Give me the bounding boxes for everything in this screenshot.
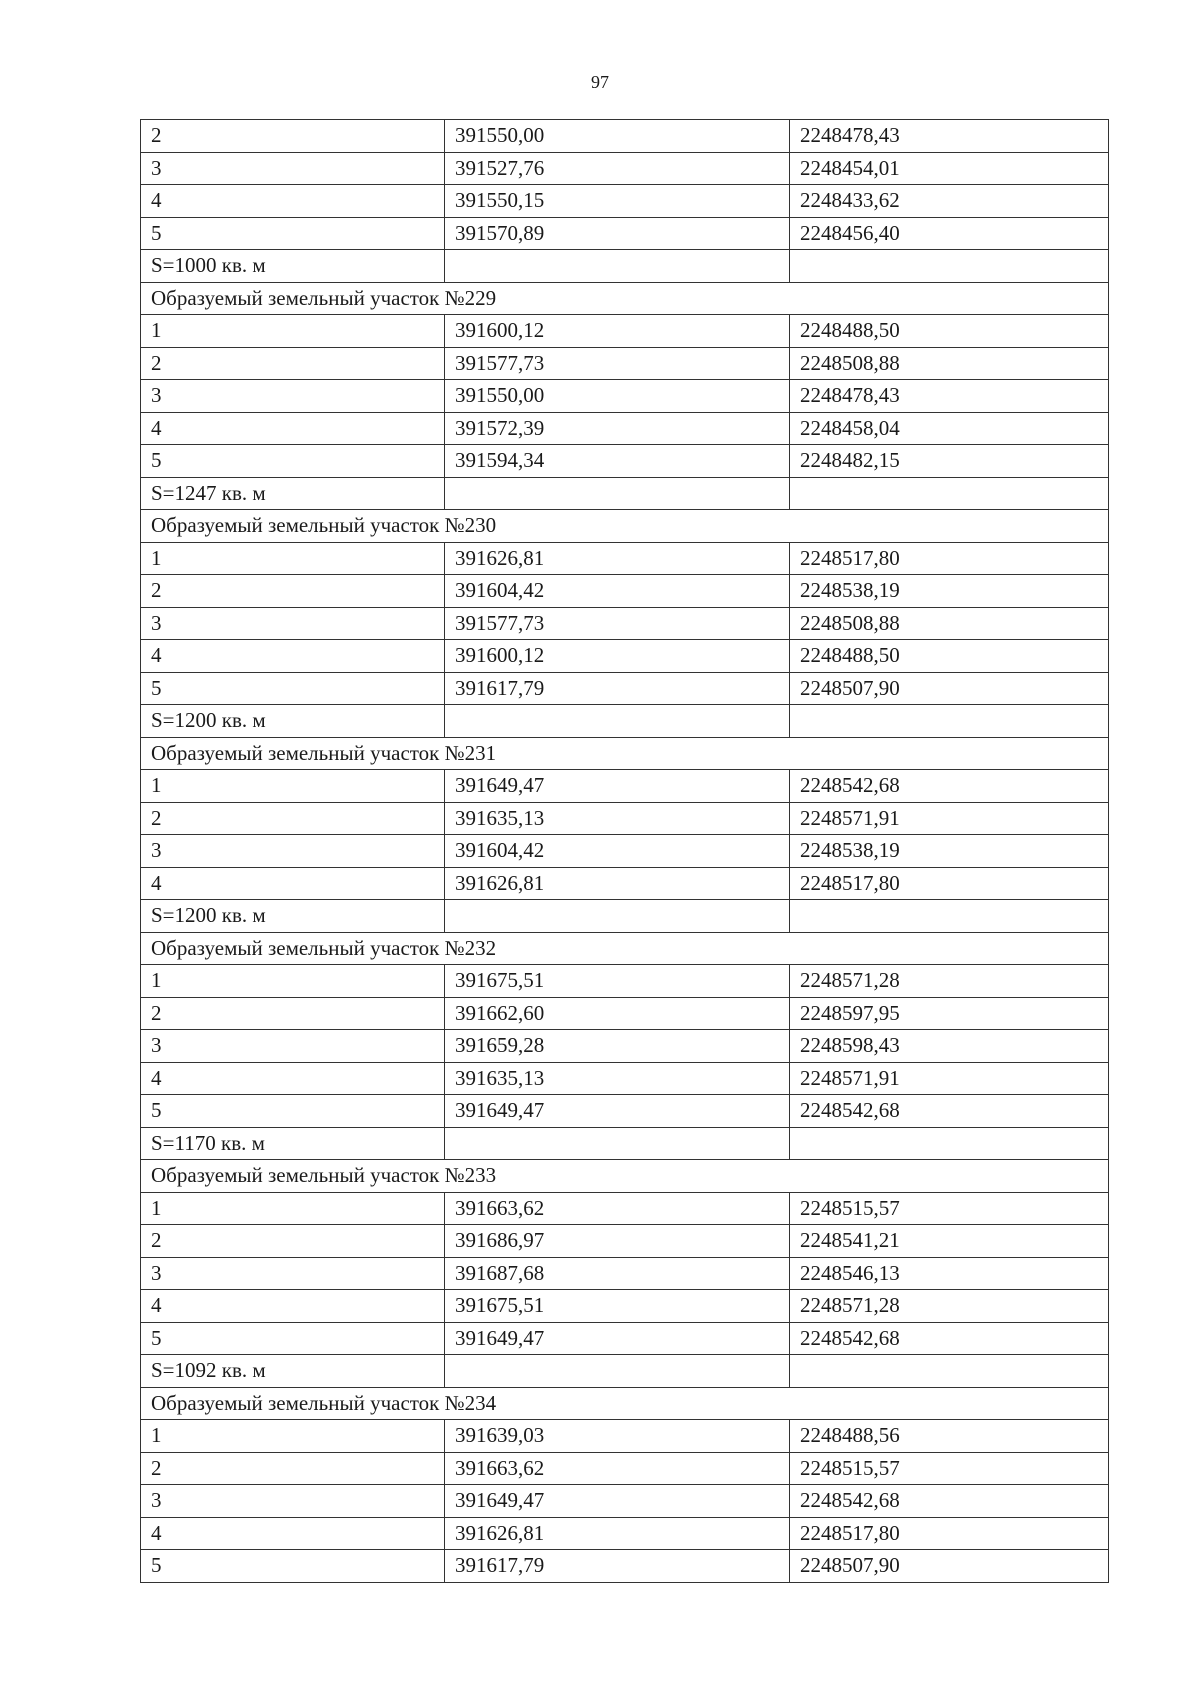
y-coordinate: 2248488,50 xyxy=(790,640,1109,673)
y-coordinate: 2248433,62 xyxy=(790,185,1109,218)
empty-cell xyxy=(445,250,790,283)
point-number: 5 xyxy=(141,217,445,250)
point-row xyxy=(141,1257,1109,1290)
point-number: 2 xyxy=(141,997,445,1030)
point-row xyxy=(141,1322,1109,1355)
point-number: 3 xyxy=(141,1257,445,1290)
point-row xyxy=(141,412,1109,445)
x-coordinate: 391626,81 xyxy=(445,542,790,575)
x-coordinate: 391617,79 xyxy=(445,672,790,705)
point-row xyxy=(141,802,1109,835)
empty-cell xyxy=(445,1127,790,1160)
point-number: 2 xyxy=(141,347,445,380)
x-coordinate: 391639,03 xyxy=(445,1420,790,1453)
y-coordinate: 2248517,80 xyxy=(790,1517,1109,1550)
y-coordinate: 2248507,90 xyxy=(790,672,1109,705)
y-coordinate: 2248517,80 xyxy=(790,867,1109,900)
x-coordinate: 391577,73 xyxy=(445,607,790,640)
parcel-area-row xyxy=(141,1355,1109,1388)
parcel-area-row xyxy=(141,250,1109,283)
parcel-area: S=1000 кв. м xyxy=(141,250,445,283)
parcel-area-row xyxy=(141,900,1109,933)
point-number: 1 xyxy=(141,1420,445,1453)
y-coordinate: 2248515,57 xyxy=(790,1192,1109,1225)
point-number: 5 xyxy=(141,445,445,478)
point-number: 2 xyxy=(141,802,445,835)
y-coordinate: 2248571,28 xyxy=(790,965,1109,998)
point-number: 5 xyxy=(141,672,445,705)
y-coordinate: 2248458,04 xyxy=(790,412,1109,445)
parcel-title: Образуемый земельный участок №229 xyxy=(141,282,1109,315)
x-coordinate: 391550,00 xyxy=(445,380,790,413)
point-row xyxy=(141,770,1109,803)
point-number: 4 xyxy=(141,1517,445,1550)
point-row xyxy=(141,542,1109,575)
parcel-title: Образуемый земельный участок №233 xyxy=(141,1160,1109,1193)
y-coordinate: 2248517,80 xyxy=(790,542,1109,575)
empty-cell xyxy=(790,705,1109,738)
point-row xyxy=(141,1485,1109,1518)
x-coordinate: 391686,97 xyxy=(445,1225,790,1258)
point-number: 2 xyxy=(141,1225,445,1258)
x-coordinate: 391649,47 xyxy=(445,1322,790,1355)
x-coordinate: 391626,81 xyxy=(445,1517,790,1550)
point-number: 4 xyxy=(141,185,445,218)
y-coordinate: 2248597,95 xyxy=(790,997,1109,1030)
point-row xyxy=(141,445,1109,478)
point-number: 4 xyxy=(141,1062,445,1095)
y-coordinate: 2248482,15 xyxy=(790,445,1109,478)
empty-cell xyxy=(445,900,790,933)
empty-cell xyxy=(790,1355,1109,1388)
x-coordinate: 391600,12 xyxy=(445,640,790,673)
y-coordinate: 2248488,50 xyxy=(790,315,1109,348)
point-number: 5 xyxy=(141,1095,445,1128)
point-row xyxy=(141,640,1109,673)
point-number: 1 xyxy=(141,770,445,803)
empty-cell xyxy=(445,477,790,510)
point-row xyxy=(141,315,1109,348)
point-row xyxy=(141,835,1109,868)
parcel-title: Образуемый земельный участок №234 xyxy=(141,1387,1109,1420)
x-coordinate: 391577,73 xyxy=(445,347,790,380)
point-number: 2 xyxy=(141,120,445,153)
parcel-area-row xyxy=(141,705,1109,738)
x-coordinate: 391594,34 xyxy=(445,445,790,478)
point-row xyxy=(141,997,1109,1030)
y-coordinate: 2248571,91 xyxy=(790,802,1109,835)
parcel-header-row xyxy=(141,282,1109,315)
point-row xyxy=(141,1192,1109,1225)
y-coordinate: 2248478,43 xyxy=(790,380,1109,413)
parcel-area: S=1247 кв. м xyxy=(141,477,445,510)
x-coordinate: 391675,51 xyxy=(445,1290,790,1323)
x-coordinate: 391649,47 xyxy=(445,1095,790,1128)
parcel-header-row xyxy=(141,1387,1109,1420)
y-coordinate: 2248598,43 xyxy=(790,1030,1109,1063)
point-number: 5 xyxy=(141,1550,445,1583)
point-row xyxy=(141,152,1109,185)
point-number: 4 xyxy=(141,412,445,445)
y-coordinate: 2248488,56 xyxy=(790,1420,1109,1453)
point-row xyxy=(141,672,1109,705)
point-number: 1 xyxy=(141,315,445,348)
point-row xyxy=(141,1290,1109,1323)
point-number: 3 xyxy=(141,380,445,413)
y-coordinate: 2248571,91 xyxy=(790,1062,1109,1095)
x-coordinate: 391663,62 xyxy=(445,1192,790,1225)
point-row xyxy=(141,380,1109,413)
x-coordinate: 391659,28 xyxy=(445,1030,790,1063)
y-coordinate: 2248454,01 xyxy=(790,152,1109,185)
point-number: 3 xyxy=(141,1030,445,1063)
parcel-header-row xyxy=(141,510,1109,543)
point-number: 4 xyxy=(141,1290,445,1323)
y-coordinate: 2248542,68 xyxy=(790,1322,1109,1355)
empty-cell xyxy=(445,1355,790,1388)
coordinates-table-body xyxy=(141,120,1109,1583)
parcel-area-row xyxy=(141,477,1109,510)
x-coordinate: 391527,76 xyxy=(445,152,790,185)
point-row xyxy=(141,867,1109,900)
empty-cell xyxy=(790,477,1109,510)
x-coordinate: 391617,79 xyxy=(445,1550,790,1583)
point-number: 1 xyxy=(141,1192,445,1225)
point-row xyxy=(141,1062,1109,1095)
x-coordinate: 391687,68 xyxy=(445,1257,790,1290)
y-coordinate: 2248456,40 xyxy=(790,217,1109,250)
x-coordinate: 391604,42 xyxy=(445,575,790,608)
x-coordinate: 391600,12 xyxy=(445,315,790,348)
y-coordinate: 2248571,28 xyxy=(790,1290,1109,1323)
point-row xyxy=(141,575,1109,608)
parcel-title: Образуемый земельный участок №230 xyxy=(141,510,1109,543)
x-coordinate: 391570,89 xyxy=(445,217,790,250)
point-row xyxy=(141,120,1109,153)
x-coordinate: 391675,51 xyxy=(445,965,790,998)
empty-cell xyxy=(790,250,1109,283)
page-number: 97 xyxy=(591,72,609,92)
parcel-area: S=1200 кв. м xyxy=(141,900,445,933)
y-coordinate: 2248542,68 xyxy=(790,1485,1109,1518)
y-coordinate: 2248538,19 xyxy=(790,575,1109,608)
point-row xyxy=(141,607,1109,640)
parcel-header-row xyxy=(141,1160,1109,1193)
point-row xyxy=(141,217,1109,250)
x-coordinate: 391550,00 xyxy=(445,120,790,153)
parcel-area-row xyxy=(141,1127,1109,1160)
parcel-area: S=1170 кв. м xyxy=(141,1127,445,1160)
point-number: 2 xyxy=(141,1452,445,1485)
parcel-area: S=1200 кв. м xyxy=(141,705,445,738)
parcel-header-row xyxy=(141,737,1109,770)
x-coordinate: 391635,13 xyxy=(445,802,790,835)
point-number: 2 xyxy=(141,575,445,608)
point-number: 1 xyxy=(141,542,445,575)
point-row xyxy=(141,1517,1109,1550)
point-number: 3 xyxy=(141,607,445,640)
coordinates-table xyxy=(140,119,1109,1583)
point-row xyxy=(141,1550,1109,1583)
y-coordinate: 2248515,57 xyxy=(790,1452,1109,1485)
y-coordinate: 2248508,88 xyxy=(790,347,1109,380)
empty-cell xyxy=(790,1127,1109,1160)
x-coordinate: 391663,62 xyxy=(445,1452,790,1485)
point-row xyxy=(141,185,1109,218)
y-coordinate: 2248538,19 xyxy=(790,835,1109,868)
empty-cell xyxy=(445,705,790,738)
point-number: 3 xyxy=(141,1485,445,1518)
point-number: 5 xyxy=(141,1322,445,1355)
point-row xyxy=(141,1420,1109,1453)
y-coordinate: 2248542,68 xyxy=(790,1095,1109,1128)
y-coordinate: 2248546,13 xyxy=(790,1257,1109,1290)
point-number: 1 xyxy=(141,965,445,998)
point-row xyxy=(141,1030,1109,1063)
parcel-area: S=1092 кв. м xyxy=(141,1355,445,1388)
point-row xyxy=(141,1225,1109,1258)
x-coordinate: 391604,42 xyxy=(445,835,790,868)
y-coordinate: 2248508,88 xyxy=(790,607,1109,640)
x-coordinate: 391635,13 xyxy=(445,1062,790,1095)
point-number: 3 xyxy=(141,835,445,868)
y-coordinate: 2248478,43 xyxy=(790,120,1109,153)
x-coordinate: 391649,47 xyxy=(445,770,790,803)
point-number: 4 xyxy=(141,640,445,673)
empty-cell xyxy=(790,900,1109,933)
x-coordinate: 391662,60 xyxy=(445,997,790,1030)
parcel-title: Образуемый земельный участок №231 xyxy=(141,737,1109,770)
y-coordinate: 2248541,21 xyxy=(790,1225,1109,1258)
point-row xyxy=(141,1095,1109,1128)
parcel-title: Образуемый земельный участок №232 xyxy=(141,932,1109,965)
point-row xyxy=(141,965,1109,998)
y-coordinate: 2248507,90 xyxy=(790,1550,1109,1583)
y-coordinate: 2248542,68 xyxy=(790,770,1109,803)
x-coordinate: 391649,47 xyxy=(445,1485,790,1518)
point-number: 4 xyxy=(141,867,445,900)
point-row xyxy=(141,1452,1109,1485)
parcel-header-row xyxy=(141,932,1109,965)
point-row xyxy=(141,347,1109,380)
x-coordinate: 391550,15 xyxy=(445,185,790,218)
x-coordinate: 391626,81 xyxy=(445,867,790,900)
x-coordinate: 391572,39 xyxy=(445,412,790,445)
point-number: 3 xyxy=(141,152,445,185)
